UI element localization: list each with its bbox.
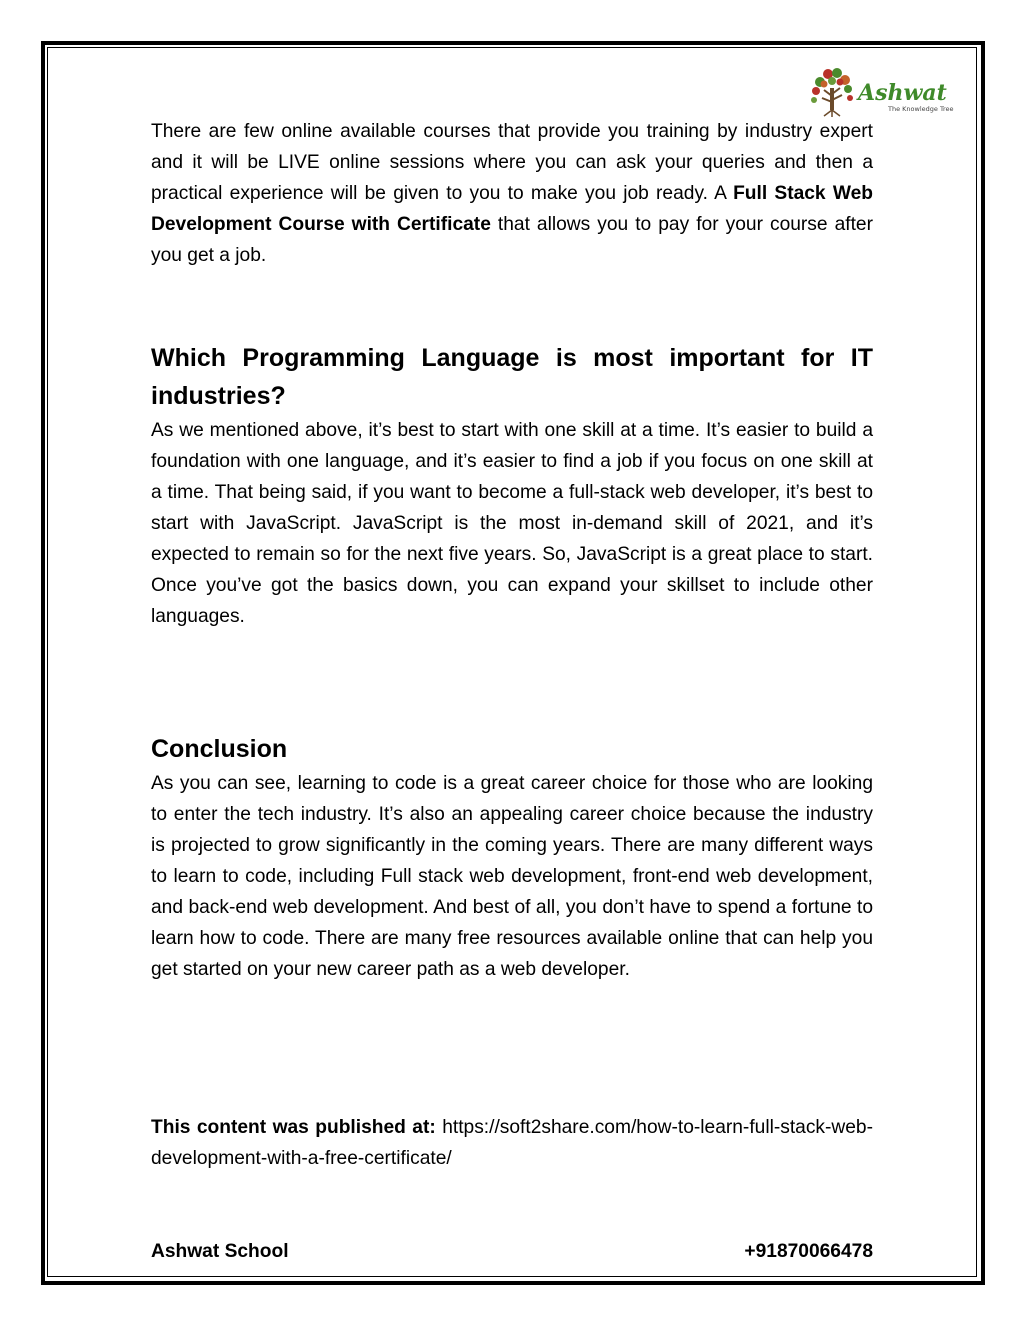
conclusion-heading: Conclusion — [151, 735, 288, 763]
published-label: This content was published at: — [151, 1117, 436, 1138]
conclusion-section — [151, 730, 873, 985]
intro-text-after: that allows you to pay for your course after you get a job. — [151, 214, 873, 266]
logo-wordmark: Ashwat — [858, 80, 947, 106]
intro-paragraph — [151, 116, 873, 271]
published-paragraph — [151, 1112, 873, 1174]
conclusion-paragraph: As you can see, learning to code is a great career choice for those who are looking to enter the tech industry. It’s also an appealing career choice because the industry is projected to grow significantly in the coming years. There are many different ways to learn to code, including Full stack web development, front-end web development, and back-end web development. And best of all, you don’t have to spend a fortune to learn how to code. There are many free resources available online that can help you get started on your new career path as a web developer. — [151, 773, 873, 980]
page-footer — [151, 1237, 873, 1267]
footer-school-name: Ashwat School — [151, 1241, 289, 1262]
document-content — [151, 116, 873, 1169]
intro-text-before: There are few online available courses that provide you training by industry expert and it will be LIVE online sessions where you can ask your queries and then a practical experience will be given to you to make you job ready. A — [151, 121, 873, 204]
ashwat-logo — [806, 64, 954, 120]
published-url[interactable]: https://soft2share.com/how-to-learn-full-stack-web-development-with-a-free-certificate/ — [151, 1117, 873, 1169]
intro-bold-course: Full Stack Web Development Course with Certificate — [151, 183, 873, 235]
intro-section — [151, 116, 873, 271]
language-section — [151, 339, 873, 632]
logo-tagline: The Knowledge Tree — [888, 105, 954, 113]
tree-logo-icon — [806, 64, 954, 120]
language-heading: Which Programming Language is most important for IT industries? — [151, 344, 873, 410]
footer-phone: +91870066478 — [744, 1241, 873, 1262]
published-section — [151, 1112, 873, 1174]
language-paragraph: As we mentioned above, it’s best to start with one skill at a time. It’s easier to build a foundation with one language, and it’s easier to find a job if you focus on one skill at a time. That being said, if you want to become a full-stack web developer, it’s best to start with JavaScript. JavaScript is the most in-demand skill of 2021, and it’s expected to remain so for the next five years. So, JavaScript is a great place to start. Once you’ve got the basics down, you can expand your skillset to include other languages. — [151, 420, 873, 627]
